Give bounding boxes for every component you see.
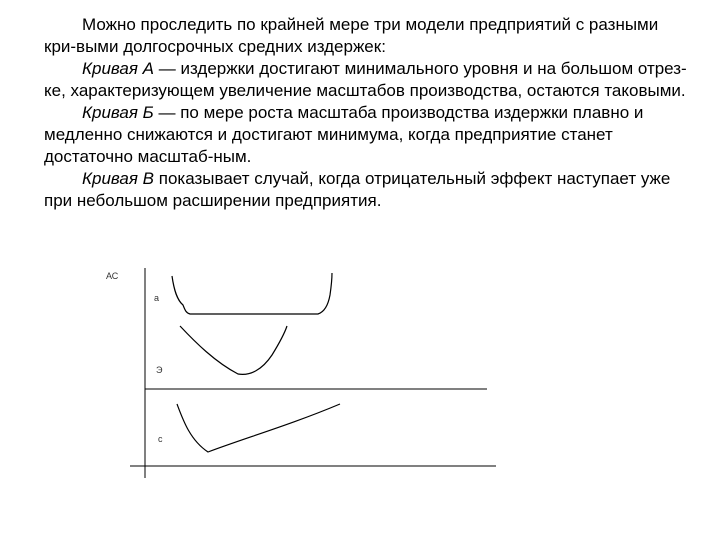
curve-c-label: c (158, 434, 163, 444)
paragraph-lead: Кривая Б (82, 103, 154, 122)
paragraph-text: — издержки достигают минимального уровня и на большом отрез-ке, характеризующем увеличение масштабов производства, остаются таковыми. (44, 59, 687, 100)
paragraph-lead: Кривая В (82, 169, 155, 188)
curve-a-label: a (154, 293, 160, 303)
paragraph-lead: Кривая А (82, 59, 155, 78)
paragraph-text: — по мере роста масштаба производства издержки плавно и медленно снижаются и достигают минимума, когда предприятие станет достаточно масштаб-ным. (44, 103, 644, 166)
curve-b-label: Э (156, 365, 163, 375)
paragraph-text: показывает случай, когда отрицательный эффект наступает уже при небольшом расширении предприятия. (44, 169, 671, 210)
curve-a (172, 273, 332, 314)
curve-b (180, 326, 287, 374)
curve-c (177, 404, 340, 452)
paragraph-text: Можно проследить по крайней мере три модели предприятий с разными кри-выми долгосрочных средних издержек: (44, 15, 659, 56)
y-axis-label: АС (106, 271, 119, 281)
